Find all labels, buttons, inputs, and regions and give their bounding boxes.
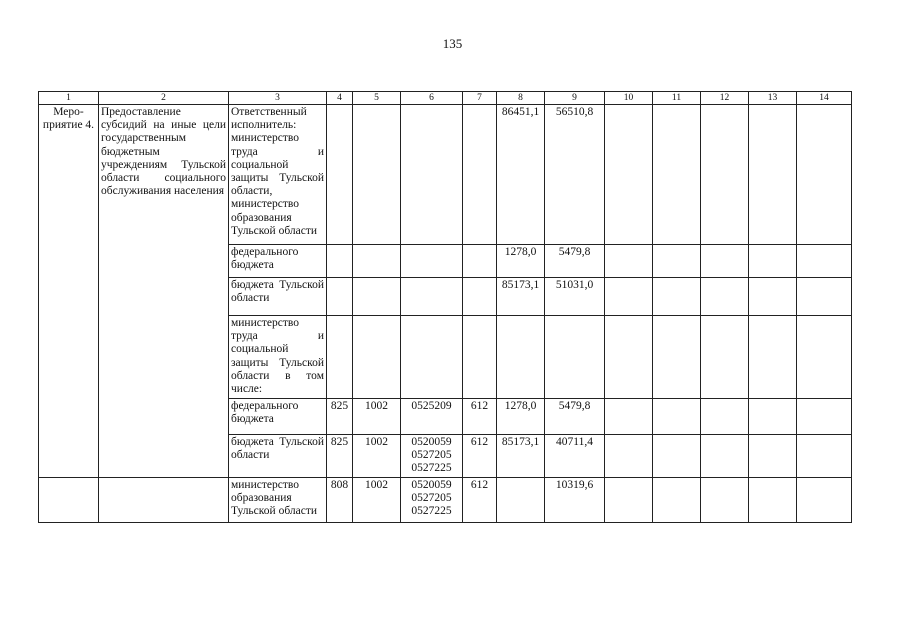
column-header: 6 xyxy=(401,92,463,105)
table-cell xyxy=(653,245,701,278)
table-cell: 51031,0 xyxy=(545,278,605,316)
executor-cell: федерального бюджета xyxy=(229,245,327,278)
table-cell xyxy=(605,435,653,478)
table-cell xyxy=(401,278,463,316)
table-cell: 808 xyxy=(327,477,353,522)
column-header: 13 xyxy=(749,92,797,105)
table-cell xyxy=(353,278,401,316)
table-cell xyxy=(701,399,749,435)
table-cell: 1002 xyxy=(353,399,401,435)
table-cell: 612 xyxy=(463,435,497,478)
table-cell xyxy=(797,278,852,316)
table-cell xyxy=(797,477,852,522)
table-cell: 612 xyxy=(463,477,497,522)
table-cell xyxy=(749,477,797,522)
table-cell xyxy=(497,316,545,399)
table-cell: 0520059 0527205 0527225 xyxy=(401,435,463,478)
table-cell xyxy=(353,245,401,278)
table-row xyxy=(39,105,852,245)
table-cell xyxy=(605,278,653,316)
table-cell: 612 xyxy=(463,399,497,435)
executor-cell: Ответственный исполнитель: министерство труда и социальной защиты Тульской области, министерство образования Тульской области xyxy=(229,105,327,245)
table-cell xyxy=(701,105,749,245)
budget-table xyxy=(38,91,852,523)
column-header: 7 xyxy=(463,92,497,105)
table-cell xyxy=(463,316,497,399)
table-cell xyxy=(327,278,353,316)
table-cell: 0525209 xyxy=(401,399,463,435)
table-cell xyxy=(701,245,749,278)
table-cell xyxy=(545,316,605,399)
table-cell xyxy=(701,278,749,316)
table-cell: 1278,0 xyxy=(497,399,545,435)
table-cell xyxy=(401,105,463,245)
executor-cell: министерство образования Тульской области xyxy=(229,477,327,522)
column-header: 11 xyxy=(653,92,701,105)
column-header: 4 xyxy=(327,92,353,105)
table-cell xyxy=(653,105,701,245)
table-cell: 1002 xyxy=(353,477,401,522)
table-cell xyxy=(497,477,545,522)
column-header: 5 xyxy=(353,92,401,105)
table-cell xyxy=(797,105,852,245)
table-cell xyxy=(653,477,701,522)
table-cell xyxy=(327,105,353,245)
table-cell xyxy=(749,316,797,399)
event-label xyxy=(39,105,99,478)
table-cell xyxy=(797,316,852,399)
table-row xyxy=(39,477,852,522)
column-header: 10 xyxy=(605,92,653,105)
executor-cell: федерального бюджета xyxy=(229,399,327,435)
event-label-line: приятие 4. xyxy=(42,119,95,132)
column-header: 1 xyxy=(39,92,99,105)
table-cell: 40711,4 xyxy=(545,435,605,478)
table-cell xyxy=(463,245,497,278)
table-cell xyxy=(353,105,401,245)
table-cell: 825 xyxy=(327,399,353,435)
column-header: 3 xyxy=(229,92,327,105)
table-cell xyxy=(749,105,797,245)
table-cell xyxy=(99,477,229,522)
table-cell xyxy=(749,245,797,278)
table-cell xyxy=(653,435,701,478)
column-header: 9 xyxy=(545,92,605,105)
table-cell xyxy=(605,105,653,245)
table-cell xyxy=(401,245,463,278)
column-header: 8 xyxy=(497,92,545,105)
table-cell: 0520059 0527205 0527225 xyxy=(401,477,463,522)
table-cell xyxy=(463,105,497,245)
table-cell xyxy=(749,435,797,478)
table-cell: 1002 xyxy=(353,435,401,478)
page-number: 135 xyxy=(442,36,463,51)
column-header: 14 xyxy=(797,92,852,105)
table-cell: 85173,1 xyxy=(497,278,545,316)
table-cell xyxy=(353,316,401,399)
table-cell: 825 xyxy=(327,435,353,478)
table-cell: 56510,8 xyxy=(545,105,605,245)
table-cell xyxy=(749,278,797,316)
table-cell xyxy=(401,316,463,399)
table-cell xyxy=(701,435,749,478)
table-cell xyxy=(605,477,653,522)
column-number-row xyxy=(39,92,852,105)
table-cell xyxy=(39,477,99,522)
event-label-line: Меро- xyxy=(53,106,84,118)
table-cell xyxy=(701,477,749,522)
table-cell xyxy=(653,399,701,435)
table-cell xyxy=(749,399,797,435)
table-cell xyxy=(605,316,653,399)
table-cell xyxy=(701,316,749,399)
column-header: 12 xyxy=(701,92,749,105)
table-cell: 1278,0 xyxy=(497,245,545,278)
table-cell xyxy=(797,399,852,435)
table-cell: 10319,6 xyxy=(545,477,605,522)
event-description: Предоставление субсидий на иные цели государственным бюджетным учреждениям Тульской области социального обслуживания населения xyxy=(99,105,229,478)
table-cell: 5479,8 xyxy=(545,399,605,435)
table-cell xyxy=(327,245,353,278)
table-cell: 85173,1 xyxy=(497,435,545,478)
table-cell xyxy=(605,399,653,435)
table-cell xyxy=(605,245,653,278)
table-cell xyxy=(797,435,852,478)
table-cell: 86451,1 xyxy=(497,105,545,245)
table-cell xyxy=(653,278,701,316)
executor-cell: министерство труда и социальной защиты Тульской области в том числе: xyxy=(229,316,327,399)
executor-cell: бюджета Тульской области xyxy=(229,278,327,316)
executor-cell: бюджета Тульской области xyxy=(229,435,327,478)
table-cell: 5479,8 xyxy=(545,245,605,278)
table-cell xyxy=(327,316,353,399)
table-cell xyxy=(653,316,701,399)
table-cell xyxy=(797,245,852,278)
table-cell xyxy=(463,278,497,316)
column-header: 2 xyxy=(99,92,229,105)
